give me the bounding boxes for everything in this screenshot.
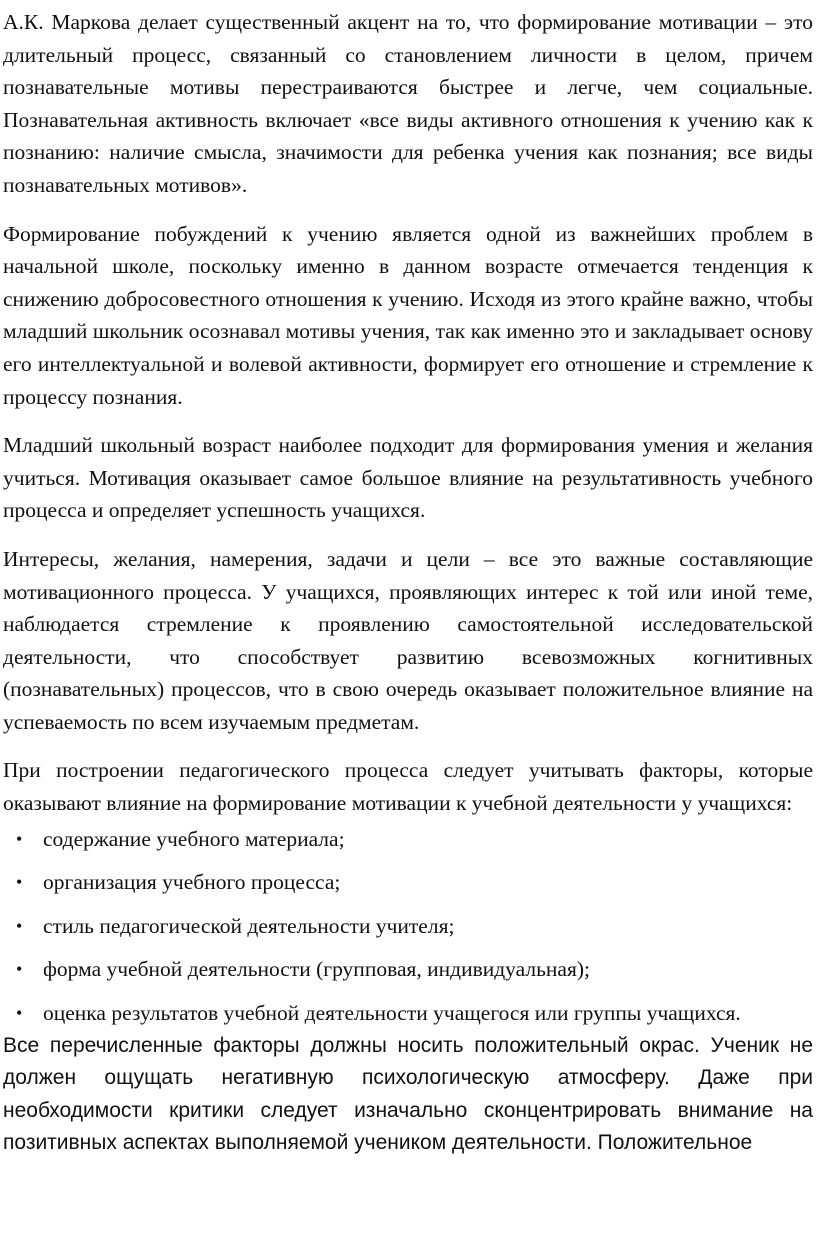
paragraph-interests: Интересы, желания, намерения, задачи и цели – все это важные составляющие мотивационного процесса. У учащихся, проявляющих интерес к той или иной теме, наблюдается стремление к проявлению самостоятельной исследовательской деятельности, что способствует развитию всевозможных когнитивных (познавательных) процессов, что в свою очередь оказывает положительное влияние на успеваемость по всем изучаемым предметам. [3, 546, 813, 734]
list-item [3, 823, 813, 856]
factors-list [3, 823, 813, 1030]
list-item-text: форма учебной деятельности (групповая, индивидуальная); [43, 957, 590, 982]
list-item [3, 866, 813, 899]
bullet-icon: • [16, 872, 23, 893]
bullet-icon: • [16, 828, 23, 849]
list-item [3, 997, 813, 1030]
list-item [3, 953, 813, 986]
bullet-icon: • [16, 915, 23, 936]
list-item-text: стиль педагогической деятельности учителя; [43, 913, 455, 938]
list-item-text: содержание учебного материала; [43, 826, 345, 851]
paragraph-conclusion: Все перечисленные факторы должны носить положительный окрас. Ученик не должен ощущать негативную психологическую атмосферу. Даже при необходимости критики следует изначально сконцентрировать внимание на позитивных аспектах выполняемой учеником деятельности. Положительное [3, 1033, 813, 1155]
paragraph-motivation-formation: Формирование побуждений к учению является одной из важнейших проблем в начальной школе, поскольку именно в данном возрасте отмечается тенденция к снижению добросовестного отношения к учению. Исходя из этого крайне важно, чтобы младший школьник осознавал мотивы учения, так как именно это и закладывает основу его интеллектуальной и волевой активности, формирует его отношение и стремление к процессу познания. [3, 221, 813, 409]
list-item-text: оценка результатов учебной деятельности учащегося или группы учащихся. [43, 1001, 741, 1026]
paragraph-markova: А.К. Маркова делает существенный акцент на то, что формирование мотивации – это длительный процесс, связанный со становлением личности в целом, причем познавательные мотивы перестраиваются быстрее и легче, чем социальные. Познавательная активность включает «все виды активного отношения к учению как к познанию: наличие смысла, значимости для ребенка учения как познания; все виды познавательных мотивов». [3, 10, 813, 197]
paragraph-junior-school-age: Младший школьный возраст наиболее подходит для формирования умения и желания учиться. Мотивация оказывает самое большое влияние на результативность учебного процесса и определяет успешность учащихся. [3, 433, 813, 523]
document-page [3, 6, 813, 1160]
paragraph-factors-intro: При построении педагогического процесса следует учитывать факторы, которые оказывают влияние на формирование мотивации к учебной деятельности у учащихся: [3, 758, 813, 816]
bullet-icon: • [16, 959, 23, 980]
list-item-text: организация учебного процесса; [43, 870, 341, 895]
bullet-icon: • [16, 1003, 23, 1024]
list-item [3, 910, 813, 943]
